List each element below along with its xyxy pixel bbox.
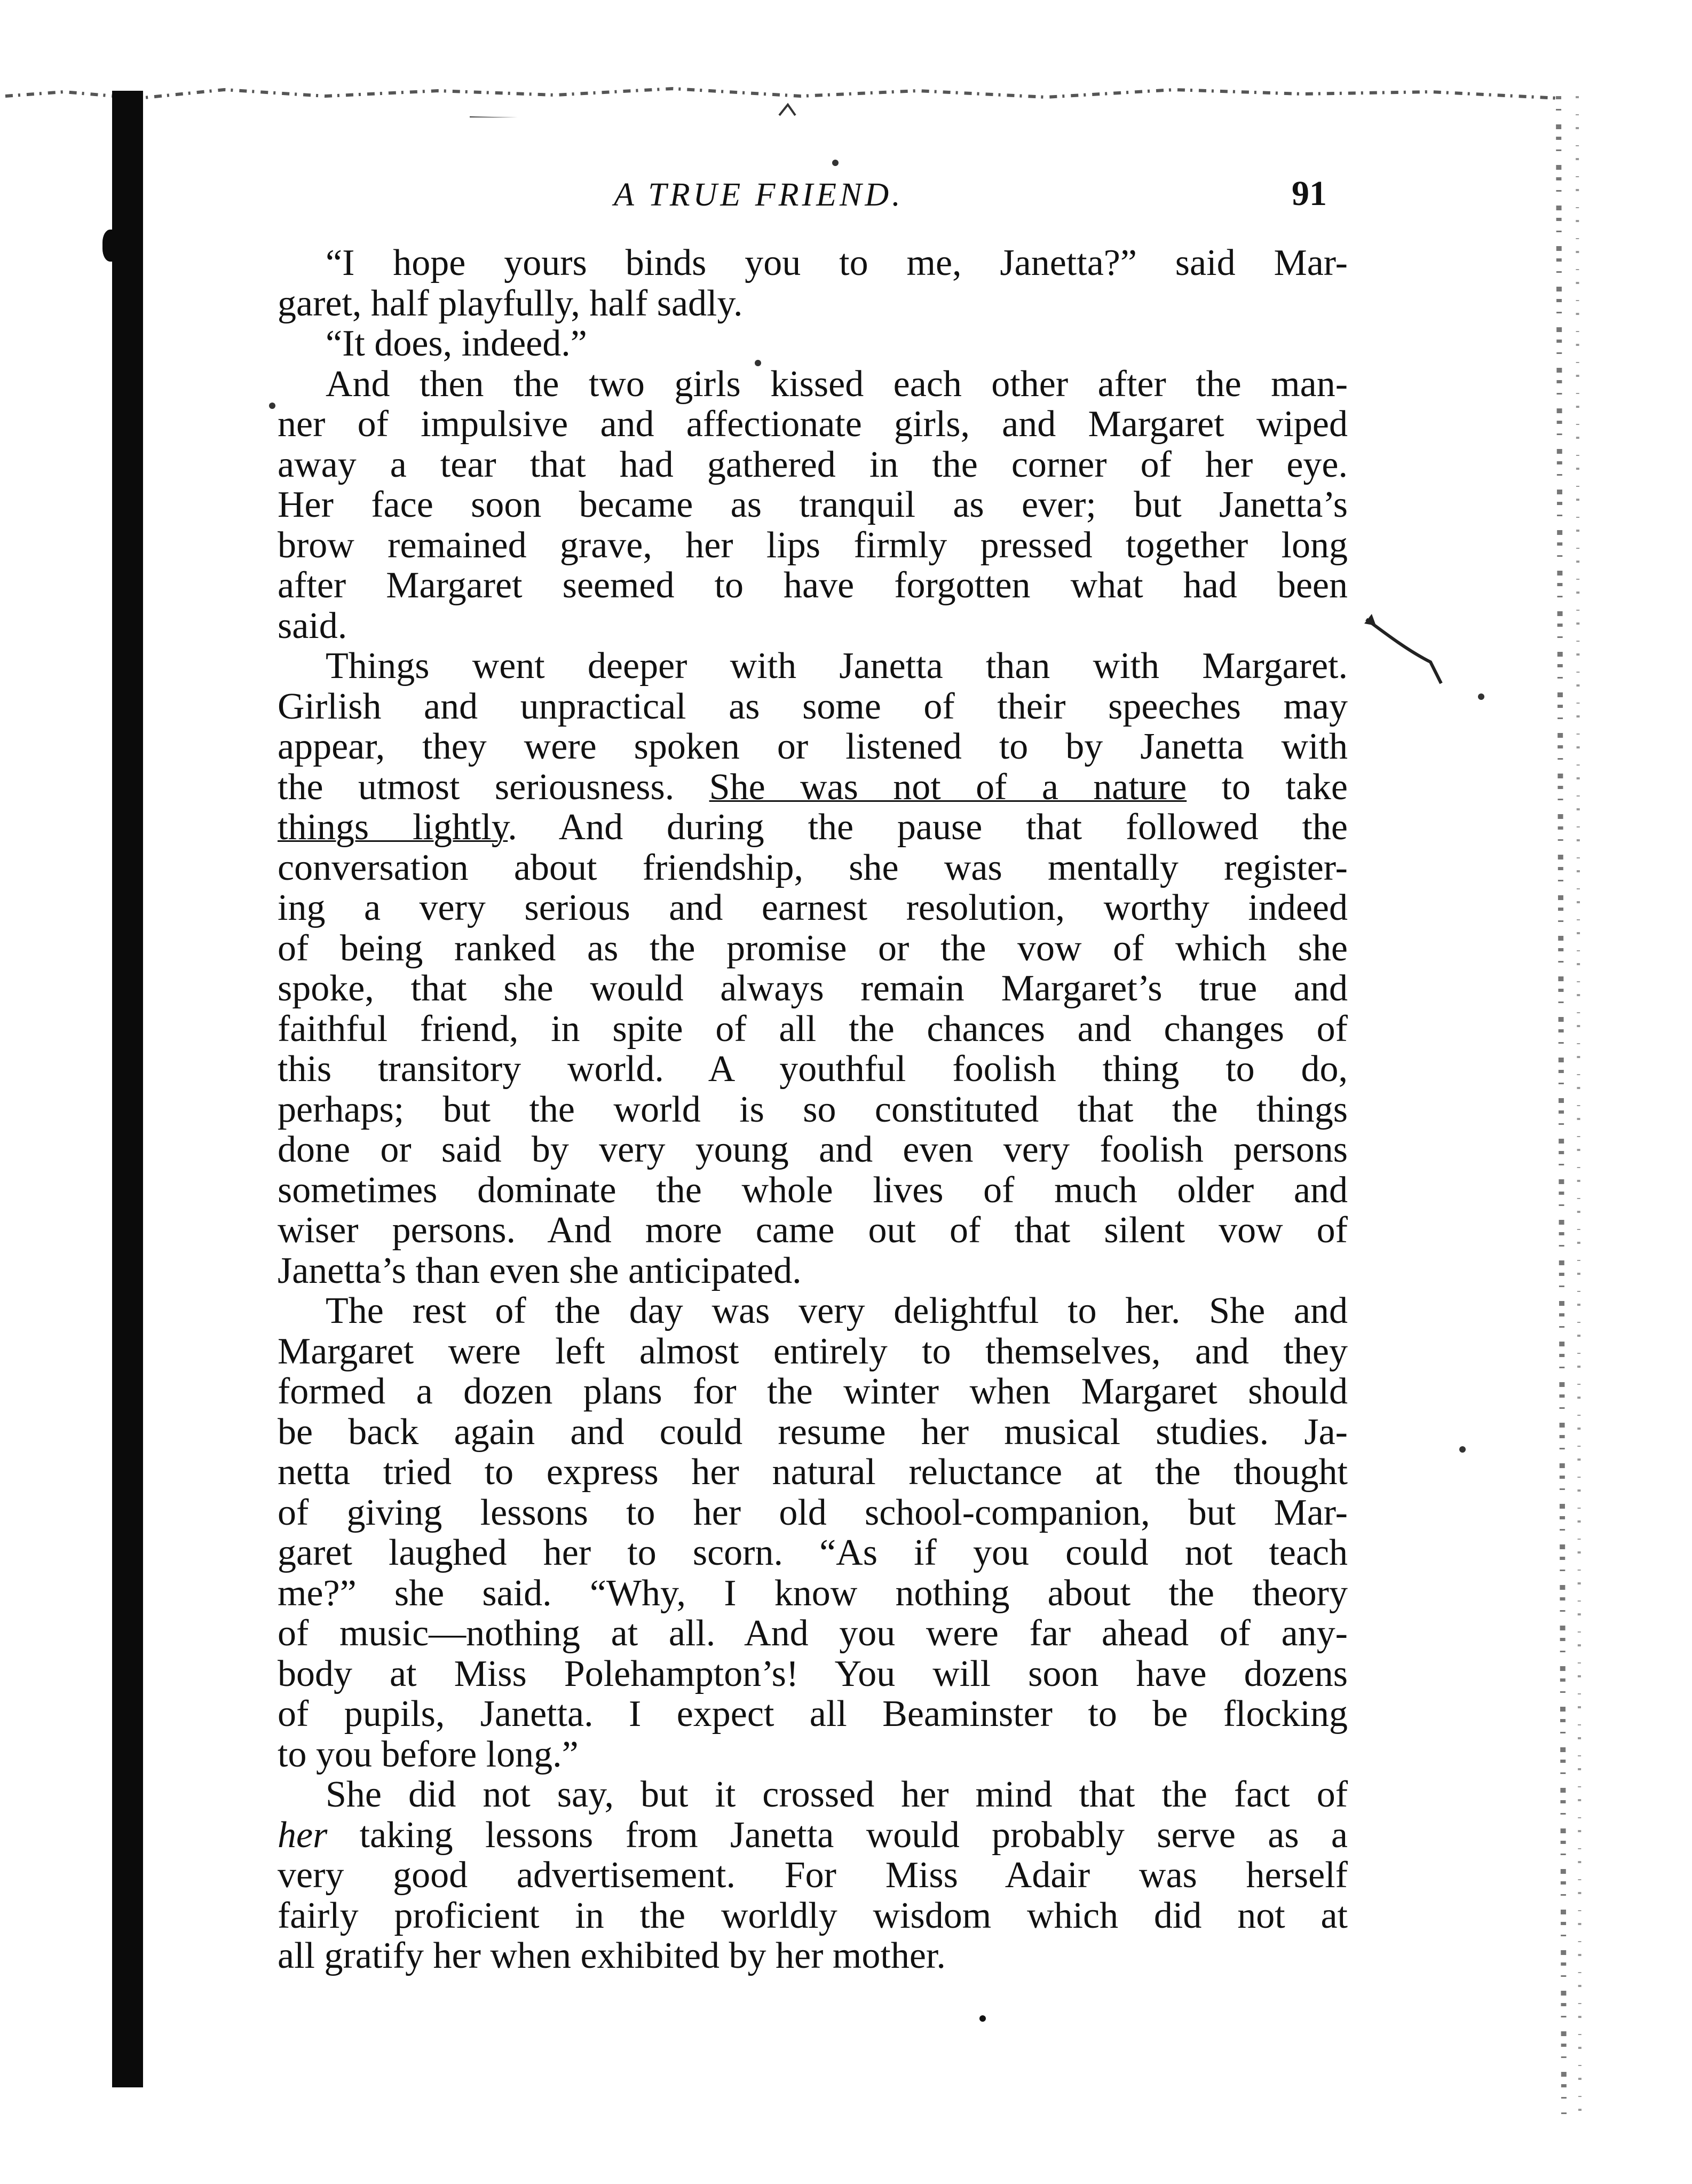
text-line: to you before long.” [278,1733,579,1775]
text-line: The rest of the day was very delightful to her. She and [326,1290,1348,1331]
body-text [278,243,1348,1976]
text-line: of music—nothing at all. And you were far ahead of any- [278,1613,1348,1654]
text-line: away a tear that had gathered in the corner of her eye. [278,444,1348,485]
text-line: fairly proficient in the worldly wisdom which did not at [278,1895,1348,1936]
text-line: “I hope yours binds you to me, Janetta?” said Mar- [326,242,1348,283]
text-line: body at Miss Polehampton’s! You will soon have dozens [278,1653,1348,1694]
text-line: appear, they were spoken or listened to by Janetta with [278,726,1348,767]
italic-word: her [278,1814,328,1856]
text-line: said. [278,605,347,646]
text-line: ner of impulsive and affectionate girls, and Margaret wiped [278,404,1348,445]
text-line: after Margaret seemed to have forgotten what had been [278,565,1348,606]
underlined-phrase: She was not of a nature [709,766,1187,808]
text-line: spoke, that she would always remain Margaret’s true and [278,968,1348,1009]
running-head: A TRUE FRIEND. [614,177,904,213]
text-line: of being ranked as the promise or the vow of which she [278,927,1348,969]
text-line: perhaps; but the world is so constituted that the things [278,1089,1348,1130]
text-line: Janetta’s than even she anticipated. [278,1250,802,1291]
text-line: netta tried to express her natural reluctance at the thought [278,1452,1348,1493]
text-line: She did not say, but it crossed her mind that the fact of [326,1774,1348,1815]
text-line: Her face soon became as tranquil as ever; but Janetta’s [278,484,1348,525]
text-line: me?” she said. “Why, I know nothing about the theory [278,1572,1348,1614]
text-line: her taking lessons from Janetta would probably serve as a [278,1814,1348,1856]
text-line: of pupils, Janetta. I expect all Beaminster to be flocking [278,1693,1348,1734]
text-line: Things went deeper with Janetta than with Margaret. [326,645,1348,687]
text-line: “It does, indeed.” [326,323,587,364]
end-mark [979,2015,986,2022]
text-line: sometimes dominate the whole lives of much older and [278,1169,1348,1211]
text-line: this transitory world. A youthful foolish thing to do, [278,1048,1348,1090]
text-line: And then the two girls kissed each other after the man- [326,363,1348,405]
underlined-phrase: things lightly [278,807,508,848]
text-line: garet laughed her to scorn. “As if you could not teach [278,1532,1348,1573]
text-line: ing a very serious and earnest resolution, worthy indeed [278,887,1348,928]
text-line: Margaret were left almost entirely to themselves, and they [278,1330,1348,1372]
text-line: the utmost seriousness. She was not of a nature to take [278,766,1348,808]
text-line: conversation about friendship, she was mentally register- [278,847,1348,888]
text-line: Girlish and unpractical as some of their speeches may [278,685,1348,727]
text-line: of giving lessons to her old school-companion, but Mar- [278,1492,1348,1533]
page-number: 91 [1292,174,1327,213]
text-line: things lightly. And during the pause that followed the [278,807,1348,848]
text-line: garet, half playfully, half sadly. [278,282,743,324]
text-line: brow remained grave, her lips firmly pressed together long [278,524,1348,566]
text-line: all gratify her when exhibited by her mother. [278,1935,946,1976]
text-line: faithful friend, in spite of all the chances and changes of [278,1008,1348,1050]
text-line: wiser persons. And more came out of that silent vow of [278,1210,1348,1251]
text-line: be back again and could resume her musical studies. Ja- [278,1411,1348,1453]
text-line: very good advertisement. For Miss Adair was herself [278,1855,1348,1896]
text-line: formed a dozen plans for the winter when Margaret should [278,1371,1348,1412]
text-line: done or said by very young and even very foolish persons [278,1129,1348,1170]
